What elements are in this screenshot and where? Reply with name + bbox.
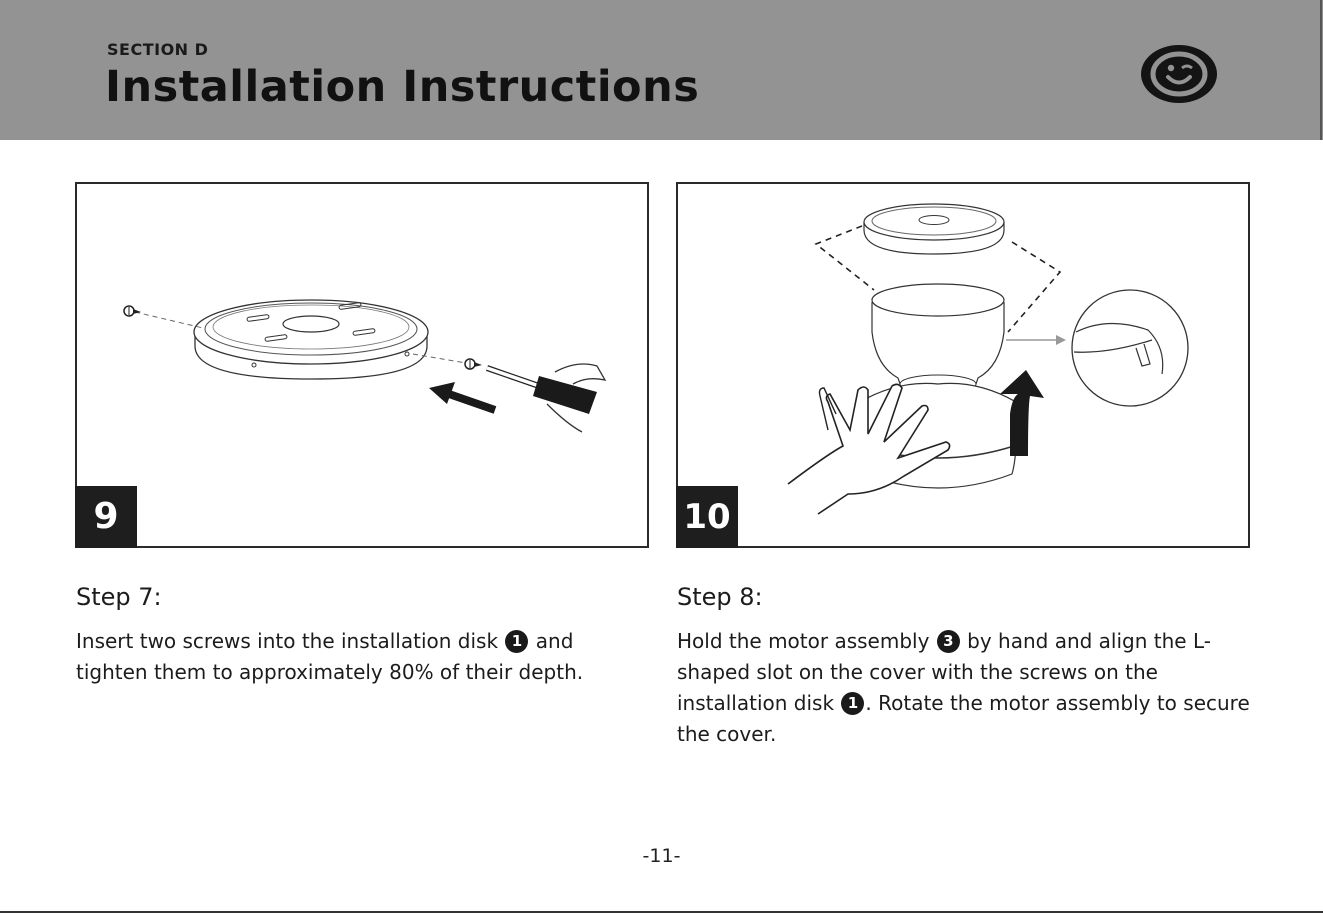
step-text: Insert two screws into the installation disk [76,629,505,653]
edge-rule [1320,0,1322,140]
step-description [76,626,651,688]
step-text: . Rotate the motor assembly to secure the cover. [677,691,1250,746]
page-number: -11- [642,845,681,867]
part-number-badge: 1 [505,630,528,653]
screw-icon [465,359,482,369]
step-text: by hand and align the L-shaped slot on the cover with the screws on the installation disk [677,629,1211,715]
step-text: and tighten them to approximately 80% of their depth. [76,629,584,684]
section-label: SECTION D [107,40,209,59]
illustration-panel-9 [75,182,649,548]
step-badge: 10 [676,486,738,548]
screwdriver-icon [487,364,605,432]
part-number-badge: 3 [937,630,960,653]
screw-icon [124,306,141,316]
illustration-panel-10 [676,182,1250,548]
slot-detail-icon [1072,290,1188,406]
step-heading: Step 7: [76,583,162,611]
page-title: Installation Instructions [105,62,700,112]
step-heading: Step 8: [677,583,763,611]
bottom-rule [0,911,1323,913]
motor-assembly-illustration [678,184,1248,546]
part-number-badge: 1 [841,692,864,715]
step-description [677,626,1252,750]
installation-disk-illustration [77,184,647,546]
winking-smiley-icon [1140,44,1218,104]
installation-disk-icon [864,204,1004,254]
page-header [0,0,1323,140]
step-badge: 9 [75,486,137,548]
arrow-left-icon [429,382,495,410]
installation-disk-icon [194,300,428,379]
step-text: Hold the motor assembly [677,629,936,653]
